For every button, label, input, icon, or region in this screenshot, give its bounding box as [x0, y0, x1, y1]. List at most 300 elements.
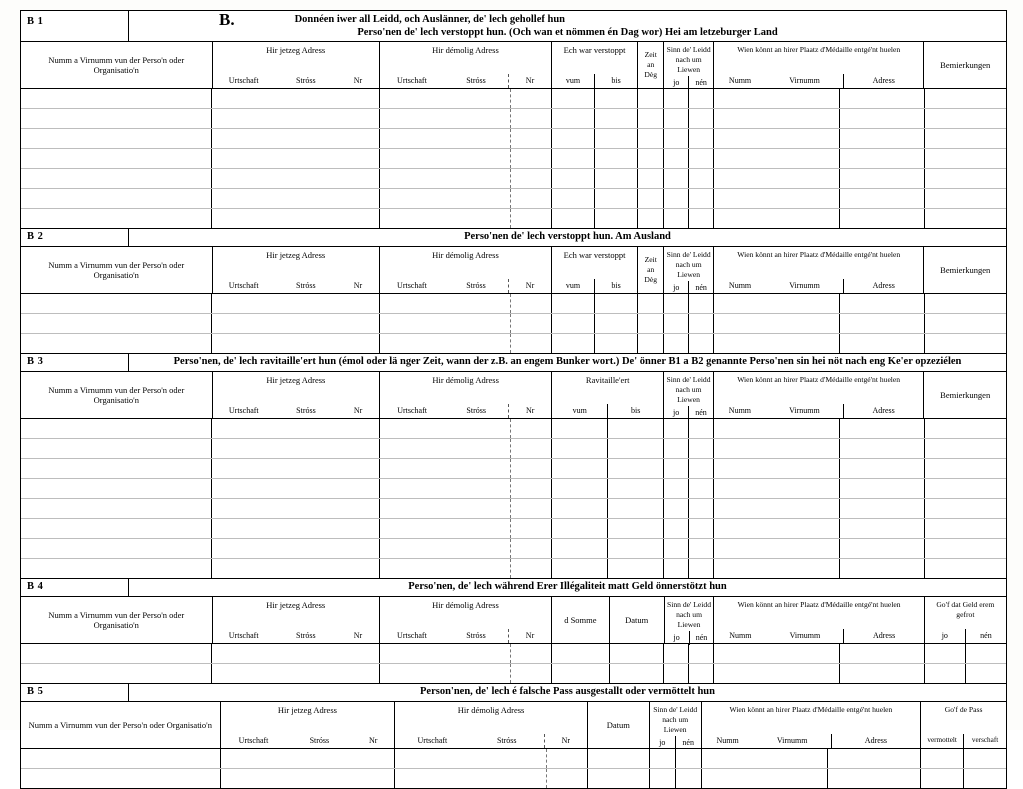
cell-gof-pass[interactable] [921, 769, 1006, 788]
header-nen: nén [689, 631, 714, 645]
header-sinn-leidd-label: Sinn de' Leidd nach um Liewen [667, 600, 712, 629]
header-current-address [213, 247, 380, 293]
cell-name[interactable] [21, 479, 212, 498]
cell-sinn[interactable] [664, 209, 714, 228]
cell-sinn[interactable] [664, 334, 714, 353]
section-b1-header-row [21, 42, 1006, 89]
header-urtschaft: Urtschaft [397, 281, 427, 290]
table-row[interactable] [21, 664, 1006, 683]
header-stross: Stróss [296, 631, 316, 640]
header-adress: Adress [843, 404, 923, 418]
cell-sinn[interactable] [664, 89, 714, 108]
table-row[interactable] [21, 459, 1006, 479]
cell-bemerkungen[interactable] [925, 439, 1006, 458]
header-wien-medaille-label: Wien könnt an hirer Plaatz d'Médaille entgé'nt huelen [737, 375, 901, 384]
table-row[interactable] [21, 149, 1006, 169]
cell-current-address[interactable] [221, 749, 396, 768]
cell-current-address[interactable] [212, 189, 380, 208]
cell-sinn[interactable] [664, 664, 714, 683]
cell-bemerkungen[interactable] [925, 189, 1006, 208]
section-b5-code: B 5 [21, 684, 129, 701]
cell-zeit[interactable] [638, 334, 664, 353]
header-name: Numm a Virnumm vun der Perso'n oder Organisatio'n [21, 597, 213, 643]
cell-zeit[interactable] [638, 209, 664, 228]
cell-former-address[interactable] [380, 644, 552, 663]
header-sinn-leidd [650, 702, 702, 748]
header-former-address-label: Hir démolig Adress [432, 600, 499, 610]
table-row[interactable] [21, 519, 1006, 539]
cell-name[interactable] [21, 209, 212, 228]
table-row[interactable] [21, 644, 1006, 664]
cell-name[interactable] [21, 294, 212, 313]
cell-sinn[interactable] [664, 149, 714, 168]
header-gof-pass [921, 702, 1006, 748]
header-urtschaft: Urtschaft [228, 631, 259, 640]
cell-zeit[interactable] [638, 294, 664, 313]
cell-period[interactable] [552, 294, 638, 313]
header-wien-medaille-label: Wien könnt an hirer Plaatz d'Médaille entgé'nt huelen [729, 705, 893, 714]
header-nr: Nr [508, 629, 551, 643]
big-letter-b: B. [219, 10, 235, 29]
header-current-address [213, 42, 380, 88]
table-row[interactable] [21, 559, 1006, 578]
header-current-address [213, 372, 380, 418]
header-nen: nén [688, 406, 713, 420]
header-sinn-leidd-label: Sinn de' Leidd nach um Liewen [666, 250, 711, 279]
header-vum: vum [572, 406, 587, 415]
table-row[interactable] [21, 109, 1006, 129]
cell-name[interactable] [21, 439, 212, 458]
cell-zeit[interactable] [638, 169, 664, 188]
cell-datum[interactable] [610, 664, 665, 683]
table-row[interactable] [21, 439, 1006, 459]
cell-somme[interactable] [552, 664, 609, 683]
cell-bemerkungen[interactable] [925, 129, 1006, 148]
header-urtschaft: Urtschaft [238, 736, 269, 745]
section-b3-title-bar [21, 354, 1006, 372]
section-b1-title-bar [21, 11, 1006, 42]
cell-period[interactable] [552, 314, 638, 333]
cell-sinn[interactable] [664, 539, 714, 558]
table-row[interactable] [21, 419, 1006, 439]
cell-current-address[interactable] [221, 769, 396, 788]
header-wien-medaille [714, 247, 924, 293]
cell-name[interactable] [21, 769, 221, 788]
cell-name[interactable] [21, 499, 212, 518]
cell-former-address[interactable] [380, 149, 552, 168]
cell-name[interactable] [21, 129, 212, 148]
cell-wien[interactable] [714, 149, 925, 168]
header-stross: Stróss [496, 736, 517, 745]
header-name: Numm a Virnumm vun der Perso'n oder Organisatio'n [21, 247, 213, 293]
cell-former-address[interactable] [380, 334, 552, 353]
header-stross: Stróss [466, 406, 486, 415]
cell-former-address[interactable] [380, 109, 552, 128]
header-stross: Stróss [296, 76, 316, 85]
cell-current-address[interactable] [212, 559, 380, 578]
header-urtschaft: Urtschaft [397, 631, 427, 640]
cell-former-address[interactable] [380, 559, 552, 578]
cell-bemerkungen[interactable] [925, 419, 1006, 438]
cell-current-address[interactable] [212, 209, 380, 228]
table-row[interactable] [21, 334, 1006, 353]
header-wien-medaille [714, 42, 924, 88]
cell-former-address[interactable] [380, 459, 552, 478]
cell-name[interactable] [21, 644, 212, 663]
cell-former-address[interactable] [380, 209, 552, 228]
section-b4-header-row [21, 597, 1006, 644]
header-gof-geld [925, 597, 1006, 643]
header-former-address [380, 42, 552, 88]
cell-current-address[interactable] [212, 89, 380, 108]
cell-bemerkungen[interactable] [925, 169, 1006, 188]
cell-sinn[interactable] [664, 109, 714, 128]
cell-wien[interactable] [714, 129, 925, 148]
table-row[interactable] [21, 479, 1006, 499]
header-zeit-an-deg: Zeit an Dèg [638, 247, 664, 293]
table-row[interactable] [21, 189, 1006, 209]
cell-gof-geld[interactable] [925, 644, 1006, 663]
cell-former-address[interactable] [380, 479, 552, 498]
cell-former-address[interactable] [395, 769, 588, 788]
cell-name[interactable] [21, 539, 212, 558]
cell-name[interactable] [21, 149, 212, 168]
cell-period[interactable] [552, 129, 638, 148]
header-sinn-leidd [664, 247, 714, 293]
header-nr: Nr [508, 279, 551, 293]
section-b4-title-bar [21, 579, 1006, 597]
cell-current-address[interactable] [212, 109, 380, 128]
header-former-address-label: Hir démolig Adress [432, 375, 499, 385]
cell-sinn[interactable] [664, 294, 714, 313]
cell-name[interactable] [21, 749, 221, 768]
cell-bemerkungen[interactable] [925, 519, 1006, 538]
header-numm: Numm [729, 631, 752, 640]
header-sinn-leidd-label: Sinn de' Leidd nach um Liewen [666, 375, 711, 404]
header-bis: bis [607, 404, 663, 418]
table-row[interactable] [21, 539, 1006, 559]
cell-sinn[interactable] [664, 499, 714, 518]
header-sinn-leidd-label: Sinn de' Leidd nach um Liewen [653, 705, 698, 734]
header-jo: jo [659, 738, 666, 747]
cell-zeit[interactable] [638, 189, 664, 208]
cell-sinn[interactable] [664, 169, 714, 188]
header-name: Numm a Virnumm vun der Perso'n oder Organisatio'n [21, 42, 213, 88]
cell-bemerkungen[interactable] [925, 149, 1006, 168]
section-b5-rows [21, 749, 1006, 788]
header-numm: Numm [716, 736, 739, 745]
cell-sinn[interactable] [650, 769, 702, 788]
table-row[interactable] [21, 769, 1006, 788]
header-sinn-leidd-label: Sinn de' Leidd nach um Liewen [666, 45, 711, 74]
cell-sinn[interactable] [664, 314, 714, 333]
cell-bemerkungen[interactable] [925, 539, 1006, 558]
cell-name[interactable] [21, 559, 212, 578]
table-row[interactable] [21, 749, 1006, 769]
section-b2-code: B 2 [21, 229, 129, 246]
header-vermottelt: vermottelt [927, 736, 957, 744]
cell-wien[interactable] [714, 664, 925, 683]
cell-zeit[interactable] [638, 149, 664, 168]
cell-current-address[interactable] [212, 644, 380, 663]
cell-current-address[interactable] [212, 459, 380, 478]
header-nen: nén [688, 281, 713, 295]
table-row[interactable] [21, 499, 1006, 519]
header-nen: nén [675, 736, 701, 750]
cell-wien[interactable] [714, 89, 925, 108]
header-nen: nén [965, 629, 1006, 643]
cell-current-address[interactable] [212, 129, 380, 148]
cell-name[interactable] [21, 664, 212, 683]
cell-wien[interactable] [714, 439, 925, 458]
header-wien-medaille-label: Wien könnt an hirer Plaatz d'Médaille entgé'nt huelen [737, 600, 901, 609]
header-wien-medaille [714, 372, 924, 418]
header-urtschaft: Urtschaft [417, 736, 448, 745]
header-bemerkungen: Bemierkungen [940, 390, 991, 400]
cell-sinn[interactable] [664, 439, 714, 458]
header-virnumm: Virnumm [776, 736, 808, 745]
section-b3-header-row [21, 372, 1006, 419]
header-zeit-an-deg: Zeit an Dèg [638, 42, 664, 88]
cell-period[interactable] [552, 209, 638, 228]
cell-name[interactable] [21, 169, 212, 188]
header-nen: nén [688, 76, 713, 90]
cell-bemerkungen[interactable] [925, 89, 1006, 108]
cell-wien[interactable] [714, 314, 925, 333]
section-b2-header-row [21, 247, 1006, 294]
table-row[interactable] [21, 169, 1006, 189]
cell-sinn[interactable] [664, 419, 714, 438]
section-b5 [21, 684, 1006, 788]
cell-ravitaille-period[interactable] [552, 439, 664, 458]
section-b1-rows [21, 89, 1006, 228]
cell-bemerkungen[interactable] [925, 479, 1006, 498]
section-b5-header-row [21, 702, 1006, 749]
table-row[interactable] [21, 89, 1006, 109]
table-row[interactable] [21, 129, 1006, 149]
cell-sinn[interactable] [664, 129, 714, 148]
cell-wien[interactable] [714, 499, 925, 518]
header-current-address-label: Hir jetzeg Adress [266, 250, 326, 260]
cell-somme[interactable] [552, 644, 609, 663]
cell-former-address[interactable] [380, 519, 552, 538]
section-b1 [21, 11, 1006, 229]
cell-wien[interactable] [714, 479, 925, 498]
cell-datum[interactable] [610, 644, 665, 663]
header-jo: jo [941, 631, 948, 640]
cell-ravitaille-period[interactable] [552, 479, 664, 498]
cell-ravitaille-period[interactable] [552, 519, 664, 538]
cell-current-address[interactable] [212, 334, 380, 353]
cell-sinn[interactable] [664, 459, 714, 478]
cell-current-address[interactable] [212, 169, 380, 188]
cell-bemerkungen[interactable] [925, 109, 1006, 128]
cell-wien[interactable] [714, 334, 925, 353]
section-b2-title-bar [21, 229, 1006, 247]
cell-name[interactable] [21, 109, 212, 128]
header-jo: jo [673, 283, 680, 292]
cell-sinn[interactable] [664, 189, 714, 208]
cell-current-address[interactable] [212, 479, 380, 498]
cell-former-address[interactable] [380, 419, 552, 438]
header-stross: Stróss [309, 736, 330, 745]
header-bis: bis [594, 74, 637, 88]
header-numm: Numm [728, 406, 752, 415]
cell-bemerkungen[interactable] [925, 209, 1006, 228]
section-b3-title: Perso'nen, de' lech ravitaille'ert hun (émol oder lä nger Zeit, wann der z.B. an engem Bunker wort.) De' önner B1 a B2 genannte Perso'nen sin hei nöt nach eng Ke'er opzeziélen [173, 356, 962, 367]
cell-wien[interactable] [714, 419, 925, 438]
cell-bemerkungen[interactable] [925, 294, 1006, 313]
cell-former-address[interactable] [380, 294, 552, 313]
header-hidden-period-label: Ech war verstoppt [563, 45, 626, 55]
cell-current-address[interactable] [212, 314, 380, 333]
header-gof-pass-label: Go'f de Pass [944, 705, 983, 714]
cell-wien[interactable] [714, 519, 925, 538]
cell-current-address[interactable] [212, 519, 380, 538]
cell-period[interactable] [552, 109, 638, 128]
header-hidden-period [552, 247, 638, 293]
cell-name[interactable] [21, 519, 212, 538]
header-stross: Stróss [296, 406, 316, 415]
cell-former-address[interactable] [380, 664, 552, 683]
header-vum: vum [565, 281, 581, 290]
header-datum: Datum [588, 702, 650, 748]
section-b4 [21, 579, 1006, 684]
header-virnumm: Virnumm [789, 631, 821, 640]
cell-former-address[interactable] [380, 539, 552, 558]
cell-current-address[interactable] [212, 664, 380, 683]
header-wien-medaille-label: Wien könnt an hirer Plaatz d'Médaille entgé'nt huelen [737, 250, 901, 259]
cell-name[interactable] [21, 334, 212, 353]
cell-wien[interactable] [714, 109, 925, 128]
header-bis: bis [594, 279, 637, 293]
cell-former-address[interactable] [380, 169, 552, 188]
section-b4-rows [21, 644, 1006, 683]
cell-sinn[interactable] [664, 519, 714, 538]
cell-former-address[interactable] [380, 499, 552, 518]
section-b5-title-bar [21, 684, 1006, 702]
cell-wien[interactable] [702, 749, 922, 768]
header-nr: Nr [353, 406, 363, 415]
header-nr: Nr [369, 736, 378, 745]
header-ravitaille-period [552, 372, 664, 418]
header-wien-medaille [702, 702, 922, 748]
header-somme: d Somme [552, 597, 610, 643]
header-current-address-label: Hir jetzeg Adress [266, 45, 326, 55]
cell-current-address[interactable] [212, 149, 380, 168]
header-adress: Adress [831, 734, 921, 748]
cell-former-address[interactable] [395, 749, 588, 768]
table-row[interactable] [21, 209, 1006, 228]
header-gof-geld-label: Go'f dat Geld erem gefrot [936, 600, 995, 619]
cell-wien[interactable] [714, 294, 925, 313]
cell-wien[interactable] [714, 644, 925, 663]
header-current-address-label: Hir jetzeg Adress [277, 705, 337, 715]
header-stross: Stróss [466, 631, 486, 640]
cell-sinn[interactable] [650, 749, 702, 768]
cell-ravitaille-period[interactable] [552, 459, 664, 478]
cell-former-address[interactable] [380, 129, 552, 148]
cell-bemerkungen[interactable] [925, 334, 1006, 353]
cell-ravitaille-period[interactable] [552, 539, 664, 558]
cell-sinn[interactable] [664, 644, 714, 663]
cell-sinn[interactable] [664, 479, 714, 498]
cell-wien[interactable] [714, 459, 925, 478]
cell-wien[interactable] [714, 559, 925, 578]
cell-name[interactable] [21, 314, 212, 333]
section-b1-title-line-2: Perso'nen de' lech verstoppt hun. (Och wan et nömmen én Dag wor) Hei am letzeburger Land [357, 27, 778, 38]
header-stross: Stróss [296, 281, 316, 290]
cell-former-address[interactable] [380, 89, 552, 108]
header-nr: Nr [508, 74, 551, 88]
cell-ravitaille-period[interactable] [552, 499, 664, 518]
cell-datum[interactable] [588, 749, 650, 768]
cell-bemerkungen[interactable] [925, 559, 1006, 578]
header-stross: Stróss [466, 76, 486, 85]
cell-zeit[interactable] [638, 89, 664, 108]
header-wien-medaille-label: Wien könnt an hirer Plaatz d'Médaille entgé'nt huelen [737, 45, 901, 54]
form-sheet [20, 10, 1007, 789]
cell-sinn[interactable] [664, 559, 714, 578]
cell-current-address[interactable] [212, 419, 380, 438]
cell-current-address[interactable] [212, 539, 380, 558]
cell-period[interactable] [552, 334, 638, 353]
cell-ravitaille-period[interactable] [552, 419, 664, 438]
cell-zeit[interactable] [638, 109, 664, 128]
cell-bemerkungen[interactable] [925, 459, 1006, 478]
cell-name[interactable] [21, 189, 212, 208]
header-adress: Adress [843, 629, 923, 643]
cell-current-address[interactable] [212, 439, 380, 458]
cell-gof-pass[interactable] [921, 749, 1006, 768]
header-ravitaille-label: Ravitaille'ert [585, 375, 630, 385]
cell-current-address[interactable] [212, 294, 380, 313]
cell-gof-geld[interactable] [925, 664, 1006, 683]
cell-datum[interactable] [588, 769, 650, 788]
table-row[interactable] [21, 294, 1006, 314]
header-hidden-period [552, 42, 638, 88]
cell-bemerkungen[interactable] [925, 499, 1006, 518]
cell-former-address[interactable] [380, 314, 552, 333]
cell-name[interactable] [21, 89, 212, 108]
cell-zeit[interactable] [638, 129, 664, 148]
cell-wien[interactable] [714, 189, 925, 208]
cell-wien[interactable] [714, 169, 925, 188]
cell-period[interactable] [552, 189, 638, 208]
cell-wien[interactable] [702, 769, 922, 788]
cell-wien[interactable] [714, 539, 925, 558]
header-hidden-period-label: Ech war verstoppt [563, 250, 626, 260]
header-verschaft: verschaft [963, 734, 1006, 748]
cell-zeit[interactable] [638, 314, 664, 333]
header-stross: Stróss [466, 281, 486, 290]
header-former-address-label: Hir démolig Adress [432, 250, 499, 260]
cell-period[interactable] [552, 89, 638, 108]
header-sinn-leidd [665, 597, 715, 643]
cell-period[interactable] [552, 149, 638, 168]
cell-name[interactable] [21, 459, 212, 478]
cell-bemerkungen[interactable] [925, 314, 1006, 333]
cell-ravitaille-period[interactable] [552, 559, 664, 578]
cell-former-address[interactable] [380, 189, 552, 208]
cell-name[interactable] [21, 419, 212, 438]
table-row[interactable] [21, 314, 1006, 334]
cell-current-address[interactable] [212, 499, 380, 518]
cell-former-address[interactable] [380, 439, 552, 458]
cell-period[interactable] [552, 169, 638, 188]
cell-wien[interactable] [714, 209, 925, 228]
header-former-address [395, 702, 588, 748]
